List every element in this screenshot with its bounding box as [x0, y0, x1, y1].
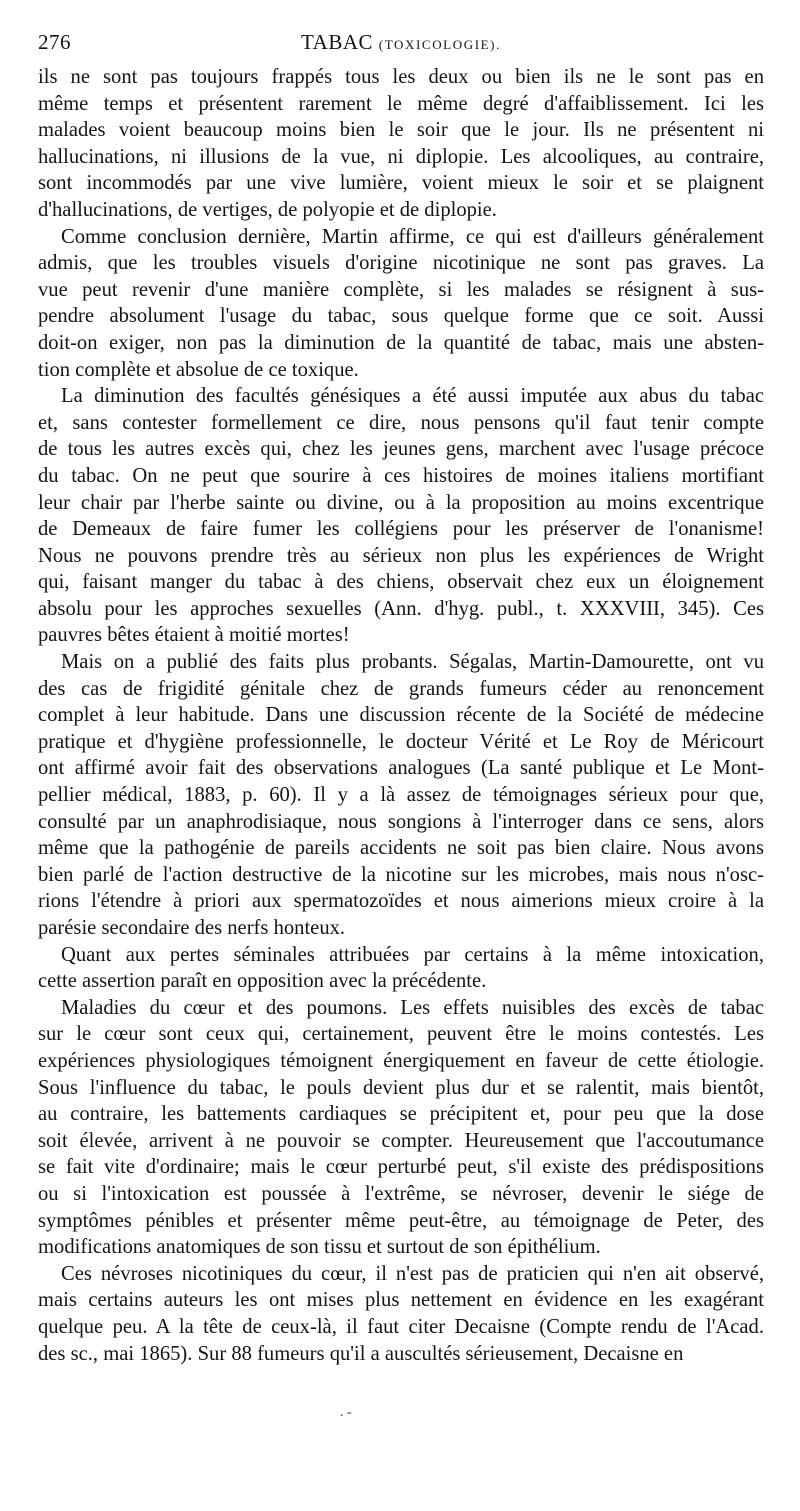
footer-marks: . - — [340, 1405, 352, 1420]
text-line: pendre absolument l'usage du tabac, sous quelque forme que ce soit. Aussi — [38, 305, 764, 328]
text-line: parésie secondaire des nerfs honteux. — [38, 917, 346, 939]
paragraph — [38, 64, 764, 224]
text-line: cette assertion paraît en opposition avec la précédente. — [38, 970, 487, 993]
text-line: quelque peu. A la tête de ceux-là, il faut citer Decaisne (Compte rendu de l'Acad. — [38, 1315, 764, 1338]
text-line: Comme conclusion dernière, Martin affirme, ce qui est d'ailleurs généralement — [61, 225, 764, 248]
text-line: Nous ne pouvons prendre très au sérieux non plus les expériences de Wright — [38, 544, 764, 567]
paragraph — [38, 383, 764, 649]
text-line: d'hallucinations, de vertiges, de polyopie et de diplopie. — [38, 198, 497, 221]
paragraph — [38, 995, 764, 1261]
page-number: 276 — [38, 30, 71, 54]
text-line: ou si l'intoxication est poussée à l'extrême, se névroser, devenir le siége de — [38, 1182, 764, 1205]
text-line: des cas de frigidité génitale chez de grands fumeurs céder au renoncement — [38, 677, 764, 700]
text-line: tion complète et absolue de ce toxique. — [38, 358, 359, 381]
running-header — [38, 30, 764, 64]
text-line: Ces névroses nicotiniques du cœur, il n'est pas de praticien qui n'en ait observé, — [61, 1262, 764, 1285]
text-line: des sc., mai 1865). Sur 88 fumeurs qu'il a auscultés sérieusement, Decaisne en — [38, 1342, 684, 1365]
text-line: Quant aux pertes séminales attribuées par certains à la même intoxication, — [61, 943, 764, 966]
title-sub: (TOXICOLOGIE). — [378, 37, 501, 52]
text-line: admis, que les troubles visuels d'origine nicotinique ne sont pas graves. La — [38, 252, 764, 275]
body-text — [38, 64, 764, 1367]
text-line: vue peut revenir d'une manière complète, si les malades se résignent à sus- — [38, 278, 764, 301]
text-line: sont incommodés par une vive lumière, voient mieux le soir et se plaignent — [38, 172, 764, 195]
text-line: même temps et présentent rarement le même degré d'affaiblissement. Ici les — [38, 92, 764, 115]
text-line: même que la pathogénie de pareils accidents ne soit pas bien claire. Nous avons — [38, 837, 764, 860]
text-line: modifications anatomiques de son tissu et surtout de son épithélium. — [38, 1236, 601, 1259]
text-line: expériences physiologiques témoignent énergiquement en faveur de cette étiologie. — [38, 1049, 764, 1072]
text-line: pauvres bêtes étaient à moitié mortes! — [38, 624, 350, 647]
text-line: et, sans contester formellement ce dire, nous pensons qu'il faut tenir compte — [38, 411, 764, 434]
text-line: pratique et d'hygiène professionnelle, le docteur Vérité et Le Roy de Méricourt — [38, 730, 764, 753]
text-line: de Demeaux de faire fumer les collégiens pour les préserver de l'onanisme! — [38, 518, 764, 541]
text-line: mais certains auteurs les ont mises plus nettement en évidence en les exagérant — [38, 1289, 764, 1312]
text-line: La diminution des facultés génésiques a été aussi imputée aux abus du tabac — [61, 385, 764, 408]
paragraph — [38, 942, 764, 995]
text-line: pellier médical, 1883, p. 60). Il y a là assez de témoignages sérieux pour que, — [38, 784, 764, 807]
text-line: absolu pour les approches sexuelles (Ann. d'hyg. publ., t. XXXVIII, 345). Ces — [38, 597, 764, 620]
text-line: ils ne sont pas toujours frappés tous les deux ou bien ils ne le sont pas en — [38, 66, 764, 88]
text-line: de tous les autres excès qui, chez les jeunes gens, marchent avec l'usage précoce — [38, 438, 764, 461]
text-line: complet à leur habitude. Dans une discussion récente de la Société de médecine — [38, 704, 764, 727]
text-line: symptômes pénibles et présenter même peut-être, au témoignage de Peter, des — [38, 1209, 764, 1232]
text-line: Sous l'influence du tabac, le pouls devient plus dur et se ralentit, mais bientôt, — [38, 1076, 764, 1099]
text-line: du tabac. On ne peut que sourire à ces histoires de moines italiens mortifiant — [38, 464, 764, 487]
text-line: se fait vite d'ordinaire; mais le cœur perturbé peut, s'il existe des prédispositions — [38, 1156, 764, 1179]
text-line: au contraire, les battements cardiaques se précipitent et, pour peu que la dose — [38, 1103, 764, 1126]
text-line: qui, faisant manger du tabac à des chiens, observait chez eux un éloignement — [38, 571, 764, 594]
text-line: bien parlé de l'action destructive de la nicotine sur les microbes, mais nous n'osc- — [38, 863, 764, 886]
text-line: soit élevée, arrivent à ne pouvoir se compter. Heureusement que l'accoutumance — [38, 1129, 764, 1152]
text-line: sur le cœur sont ceux qui, certainement, peuvent être le moins contestés. Les — [38, 1023, 764, 1046]
running-title — [38, 30, 764, 55]
text-line: Mais on a publié des faits plus probants. Ségalas, Martin-Damourette, ont vu — [61, 651, 764, 674]
text-line: leur chair par l'herbe sainte ou divine, ou à la proposition au moins excentrique — [38, 491, 764, 514]
text-line: consulté par un anaphrodisiaque, nous songions à l'interroger dans ce sens, alors — [38, 810, 764, 833]
text-line: doit-on exiger, non pas la diminution de la quantité de tabac, mais une absten- — [38, 331, 764, 354]
text-line: rions l'étendre à priori aux spermatozoïdes et nous aimerions mieux croire à la — [38, 890, 764, 913]
paragraph — [38, 649, 764, 942]
book-page — [38, 30, 764, 1367]
text-line: hallucinations, ni illusions de la vue, ni diplopie. Les alcooliques, au contraire, — [38, 145, 764, 168]
paragraph — [38, 224, 764, 384]
text-line: ont affirmé avoir fait des observations analogues (La santé publique et Le Mont- — [38, 757, 764, 780]
paragraph — [38, 1261, 764, 1367]
text-line: malades voient beaucoup moins bien le soir que le jour. Ils ne présentent ni — [38, 119, 764, 142]
text-line: Maladies du cœur et des poumons. Les effets nuisibles des excès de tabac — [61, 996, 764, 1019]
title-main: TABAC — [301, 30, 374, 54]
